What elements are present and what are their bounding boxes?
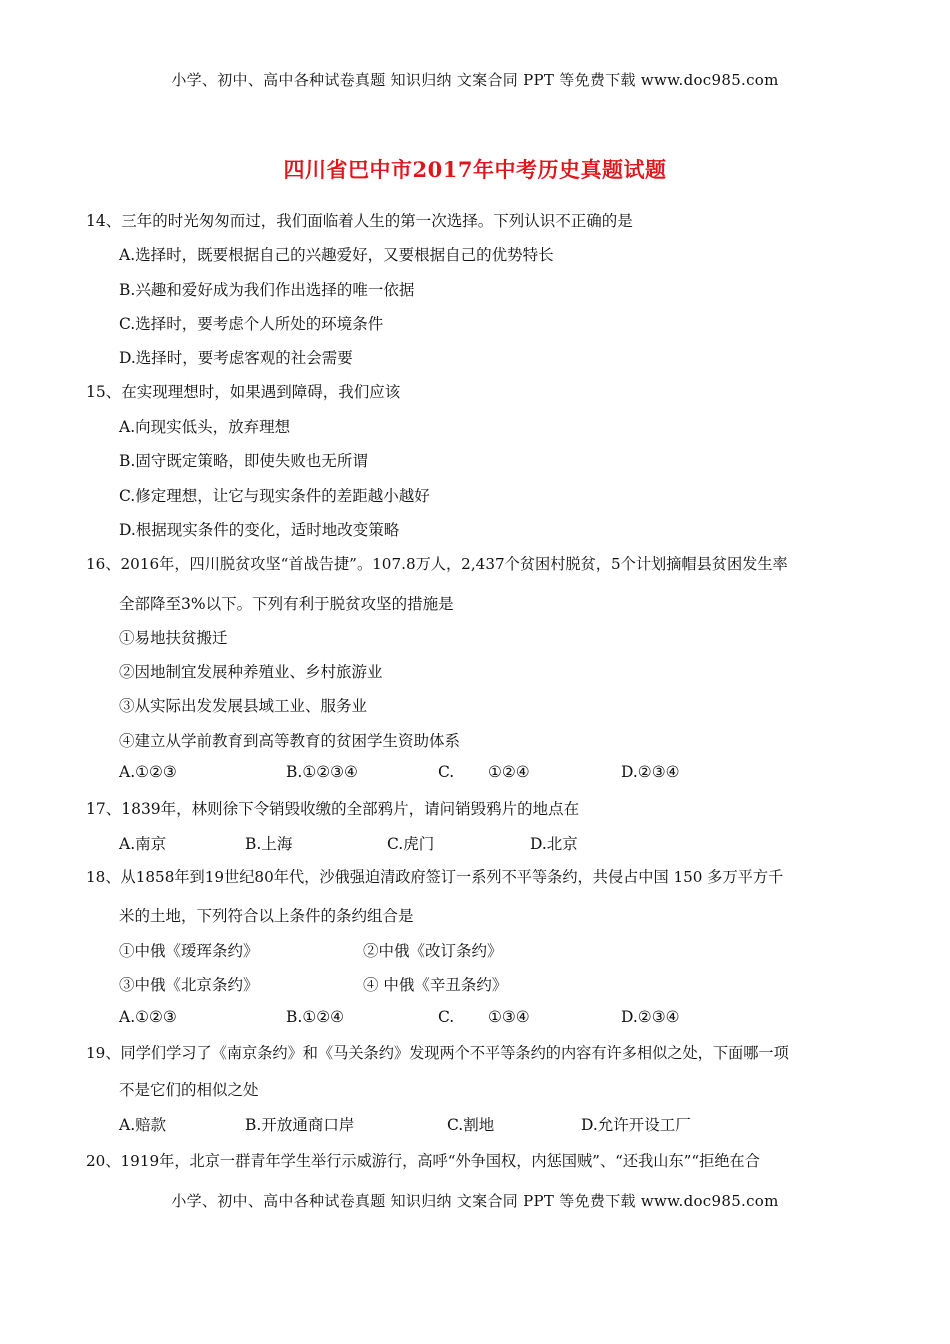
question-18-choice-d: D.②③④ — [621, 1008, 680, 1026]
question-17-choice-a: A.南京 — [119, 835, 167, 853]
question-14-option-d: D.选择时，要考虑客观的社会需要 — [119, 349, 353, 367]
question-19-stem-cont: 不是它们的相似之处 — [119, 1081, 259, 1099]
question-15-option-c: C.修定理想，让它与现实条件的差距越小越好 — [119, 487, 430, 505]
question-18-item-2: ②中俄《改订条约》 — [363, 942, 503, 960]
question-18-item-4: ④ 中俄《辛丑条约》 — [363, 976, 508, 994]
question-17-stem: 17、1839年，林则徐下令销毁收缴的全部鸦片，请问销毁鸦片的地点在 — [86, 800, 580, 818]
question-20-stem: 20、1919年，北京一群青年学生举行示威游行，高呼“外争国权，内惩国贼”、“还我山东”“拒绝在合 — [86, 1152, 760, 1170]
page-footer: 小学、初中、高中各种试卷真题 知识归纳 文案合同 PPT 等免费下载 www.doc985.com — [171, 1192, 779, 1210]
question-15-stem: 15、在实现理想时，如果遇到障碍，我们应该 — [86, 383, 401, 401]
question-16-item-1: ①易地扶贫搬迁 — [119, 629, 228, 647]
question-16-choice-b: B.①②③④ — [286, 763, 358, 781]
question-14-option-a: A.选择时，既要根据自己的兴趣爱好，又要根据自己的优势特长 — [119, 246, 554, 264]
question-16-item-4: ④建立从学前教育到高等教育的贫困学生资助体系 — [119, 732, 461, 750]
question-16-item-3: ③从实际出发发展县域工业、服务业 — [119, 697, 368, 715]
question-19-choice-c: C.割地 — [447, 1116, 495, 1134]
question-18-choice-a: A.①②③ — [119, 1008, 177, 1026]
question-16-choice-c-label: C. — [438, 763, 455, 781]
question-14-stem: 14、三年的时光匆匆而过，我们面临着人生的第一次选择。下列认识不正确的是 — [86, 212, 633, 230]
question-15-option-b: B.固守既定策略，即使失败也无所谓 — [119, 452, 368, 470]
question-18-stem: 18、从1858年到19世纪80年代，沙俄强迫清政府签订一系列不平等条约，共侵占中国 150 多万平方千 — [86, 868, 784, 886]
question-16-choice-a: A.①②③ — [119, 763, 177, 781]
question-18-stem-cont: 米的土地，下列符合以上条件的条约组合是 — [119, 907, 414, 925]
question-17-choice-c: C.虎门 — [387, 835, 435, 853]
question-16-stem-cont: 全部降至3%以下。下列有利于脱贫攻坚的措施是 — [119, 595, 454, 613]
question-18-item-1: ①中俄《瑷珲条约》 — [119, 942, 259, 960]
question-14-option-c: C.选择时，要考虑个人所处的环境条件 — [119, 315, 384, 333]
question-18-choice-c: ①③④ — [488, 1008, 530, 1026]
page-title: 四川省巴中市2017年中考历史真题试题 — [283, 157, 667, 182]
question-19-choice-b: B.开放通商口岸 — [245, 1116, 355, 1134]
question-15-option-a: A.向现实低头，放弃理想 — [119, 418, 291, 436]
question-18-choice-c-label: C. — [438, 1008, 455, 1026]
question-16-item-2: ②因地制宜发展种养殖业、乡村旅游业 — [119, 663, 383, 681]
question-14-option-b: B.兴趣和爱好成为我们作出选择的唯一依据 — [119, 281, 415, 299]
question-15-option-d: D.根据现实条件的变化，适时地改变策略 — [119, 521, 400, 539]
question-19-choice-a: A.赔款 — [119, 1116, 167, 1134]
question-18-choice-b: B.①②④ — [286, 1008, 345, 1026]
question-16-choice-d: D.②③④ — [621, 763, 680, 781]
page-header: 小学、初中、高中各种试卷真题 知识归纳 文案合同 PPT 等免费下载 www.doc985.com — [171, 71, 779, 89]
question-17-choice-d: D.北京 — [530, 835, 578, 853]
question-16-choice-c: ①②④ — [488, 763, 530, 781]
question-18-item-3: ③中俄《北京条约》 — [119, 976, 259, 994]
question-19-stem: 19、同学们学习了《南京条约》和《马关条约》发现两个不平等条约的内容有许多相似之处，下面哪一项 — [86, 1044, 789, 1062]
question-19-choice-d: D.允许开设工厂 — [581, 1116, 691, 1134]
question-16-stem: 16、2016年，四川脱贫攻坚“首战告捷”。107.8万人，2,437个贫困村脱贫，5个计划摘帽县贫困发生率 — [86, 555, 788, 573]
question-17-choice-b: B.上海 — [245, 835, 293, 853]
